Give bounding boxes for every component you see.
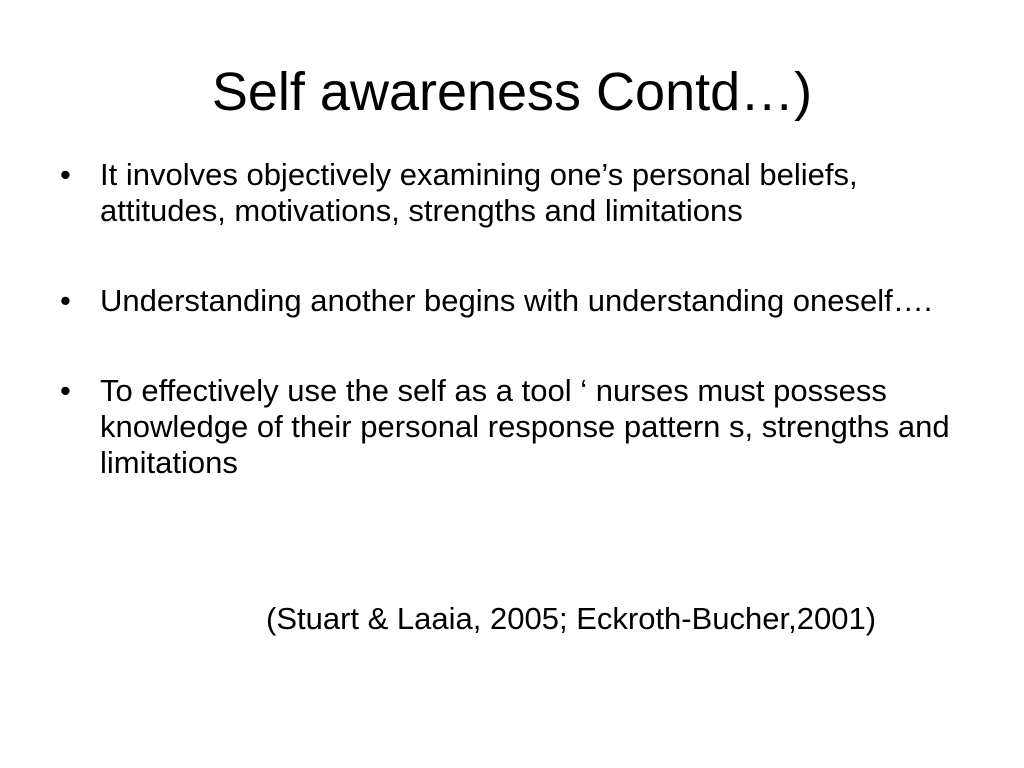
bullet-text: Understanding another begins with understanding oneself…. <box>100 283 933 318</box>
citation: (Stuart & Laaia, 2005; Eckroth-Bucher,2001) <box>266 601 877 636</box>
bullet-item <box>58 283 978 319</box>
bullet-marker: • <box>60 157 71 192</box>
bullet-text: It involves objectively examining one’s personal beliefs, attitudes, motivations, strengths and limitations <box>100 157 858 228</box>
bullet-item <box>58 373 978 481</box>
bullet-marker: • <box>60 373 71 408</box>
slide-title: Self awareness Contd…) <box>211 62 813 122</box>
bullet-text: To effectively use the self as a tool ‘ nurses must possess knowledge of their personal response pattern s, strengths and limitations <box>100 373 950 480</box>
bullet-list <box>58 157 978 481</box>
bullet-item <box>58 157 978 229</box>
bullet-marker: • <box>60 283 71 318</box>
